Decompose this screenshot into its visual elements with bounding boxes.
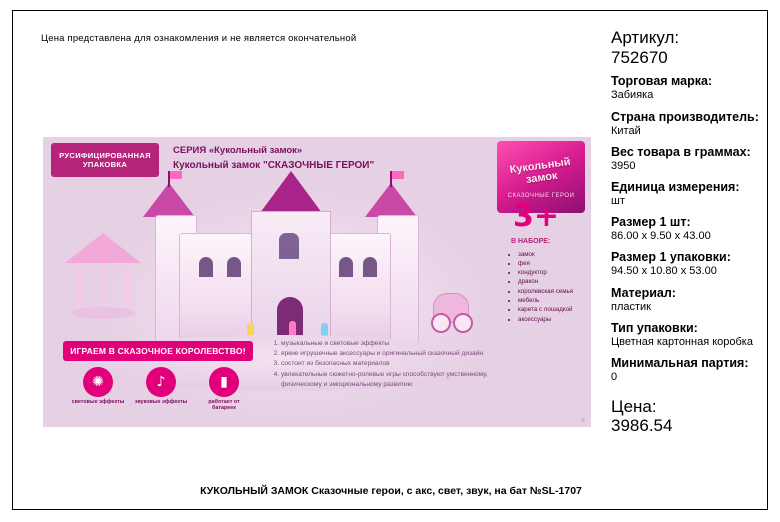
spec-brand-value: Забияка xyxy=(611,89,654,102)
age-rating-badge: 3+ xyxy=(513,199,560,234)
spec-package-size-label: Размер 1 упаковки: xyxy=(611,250,731,265)
spec-brand-label: Торговая марка: xyxy=(611,74,713,89)
gazebo-column xyxy=(77,263,82,309)
price-label: Цена: xyxy=(611,397,657,417)
promo-banner: ИГРАЕМ В СКАЗОЧНОЕ КОРОЛЕВСТВО! xyxy=(63,341,253,361)
spec-country xyxy=(611,110,780,138)
series-title-line2: Кукольный замок "СКАЗОЧНЫЕ ГЕРОИ" xyxy=(173,160,375,172)
set-contents-list xyxy=(511,237,589,324)
carriage-illustration xyxy=(423,287,479,335)
price-disclaimer: Цена представлена для ознакомления и не является окончательной xyxy=(41,33,357,44)
castle-flag xyxy=(168,171,170,187)
spec-unit-value: шт xyxy=(611,194,625,207)
feature-sound-label: звуковые эффекты xyxy=(134,399,188,405)
spec-unit xyxy=(611,180,780,208)
gazebo-column xyxy=(101,263,106,309)
spec-package-type xyxy=(611,321,780,349)
price-value: 3986.54 xyxy=(611,415,673,435)
gazebo-base xyxy=(71,307,135,319)
feature-bullets xyxy=(271,339,491,390)
brand-logo-subtitle: СКАЗОЧНЫЕ ГЕРОИ xyxy=(507,193,575,199)
russified-badge-line1: РУСИФИЦИРОВАННАЯ xyxy=(59,150,151,160)
set-contents-heading: В НАБОРЕ: xyxy=(511,238,551,245)
spec-unit-label: Единица измерения: xyxy=(611,179,740,194)
feature-light-label: световые эффекты xyxy=(71,399,125,405)
castle-illustration xyxy=(139,171,439,361)
spec-package-type-label: Тип упаковки: xyxy=(611,320,698,335)
gazebo-illustration xyxy=(65,233,141,325)
castle-window xyxy=(339,257,353,277)
feature-light xyxy=(71,367,125,412)
feature-icon-row xyxy=(71,367,251,412)
spec-min-batch-label: Минимальная партия: xyxy=(611,355,749,370)
brand-logo-text: Кукольный замок xyxy=(508,155,572,186)
spec-package-type-value: Цветная картонная коробка xyxy=(611,335,753,348)
set-item: • королевская семья xyxy=(518,287,589,296)
spec-material-value: пластик xyxy=(611,300,651,313)
series-title xyxy=(173,144,374,173)
spec-material xyxy=(611,286,780,314)
lamp-icon: ✺ xyxy=(83,367,113,397)
carriage-wheel xyxy=(431,313,451,333)
music-icon: ♪ xyxy=(146,367,176,397)
castle-flag xyxy=(390,171,392,187)
gazebo-column xyxy=(125,263,130,309)
product-caption: КУКОЛЬНЫЙ ЗАМОК Сказочные герои, с акс, свет, звук, на бат №SL-1707 xyxy=(200,485,582,497)
feature-battery xyxy=(197,367,251,412)
set-item: • карета с лошадкой xyxy=(518,305,589,314)
castle-window xyxy=(363,257,377,277)
spec-sku-value: 752670 xyxy=(611,47,668,67)
document-frame xyxy=(12,10,768,510)
spec-min-batch xyxy=(611,356,780,384)
carriage-wheel xyxy=(453,313,473,333)
set-item: • дракон xyxy=(518,277,589,286)
feature-sound xyxy=(134,367,188,412)
feature-bullet-list xyxy=(271,339,491,390)
castle-window xyxy=(227,257,241,277)
set-item: • кондуктор xyxy=(518,268,589,277)
spec-weight-value: 3950 xyxy=(611,159,636,172)
spec-item-size-value: 86.00 x 9.50 x 43.00 xyxy=(611,230,711,243)
set-contents-items xyxy=(511,250,589,324)
set-item: • аксессуары xyxy=(518,315,589,324)
spec-sku xyxy=(611,29,780,67)
trademark-mark: ® xyxy=(581,418,585,424)
spec-weight-label: Вес товара в граммах: xyxy=(611,144,751,159)
spec-min-batch-value: 0 xyxy=(611,370,618,383)
set-item: • мебель xyxy=(518,296,589,305)
spec-package-size-value: 94.50 x 10.80 x 53.00 xyxy=(611,265,717,278)
gazebo-roof xyxy=(65,233,141,263)
feature-bullet: 4. увлекательные сюжетно-ролевые игры способствуют умственному, физическому и эмоциональному развитию xyxy=(281,370,491,390)
price-block xyxy=(611,398,780,435)
spec-item-size xyxy=(611,215,780,243)
spec-weight xyxy=(611,145,780,173)
spec-country-value: Китай xyxy=(611,124,641,137)
castle-window xyxy=(279,233,299,259)
battery-icon: ▮ xyxy=(209,367,239,397)
feature-battery-label: работает от батареек xyxy=(208,399,240,412)
castle-roof-right xyxy=(365,183,417,217)
spec-sku-label: Артикул: xyxy=(611,28,680,47)
feature-bullet: 3. состоит из безопасных материалов xyxy=(281,359,491,369)
castle-window xyxy=(199,257,213,277)
specification-list xyxy=(611,29,780,435)
spec-brand xyxy=(611,74,780,102)
series-title-line1: СЕРИЯ «Кукольный замок» xyxy=(173,145,303,156)
spec-item-size-label: Размер 1 шт: xyxy=(611,215,691,230)
product-package-image xyxy=(43,137,591,427)
spec-material-label: Материал: xyxy=(611,285,676,300)
set-item: • замок xyxy=(518,250,589,259)
spec-package-size xyxy=(611,250,780,278)
castle-roof-left xyxy=(143,183,195,217)
spec-country-label: Страна производитель: xyxy=(611,109,759,124)
russified-badge-line2: УПАКОВКА xyxy=(82,160,128,169)
feature-bullet: 1. музыкальные и световые эффекты xyxy=(281,339,491,349)
set-item: • фея xyxy=(518,259,589,268)
feature-bullet: 2. яркие игрушечные аксессуары и оригинальный сказочный дизайн xyxy=(281,349,491,359)
